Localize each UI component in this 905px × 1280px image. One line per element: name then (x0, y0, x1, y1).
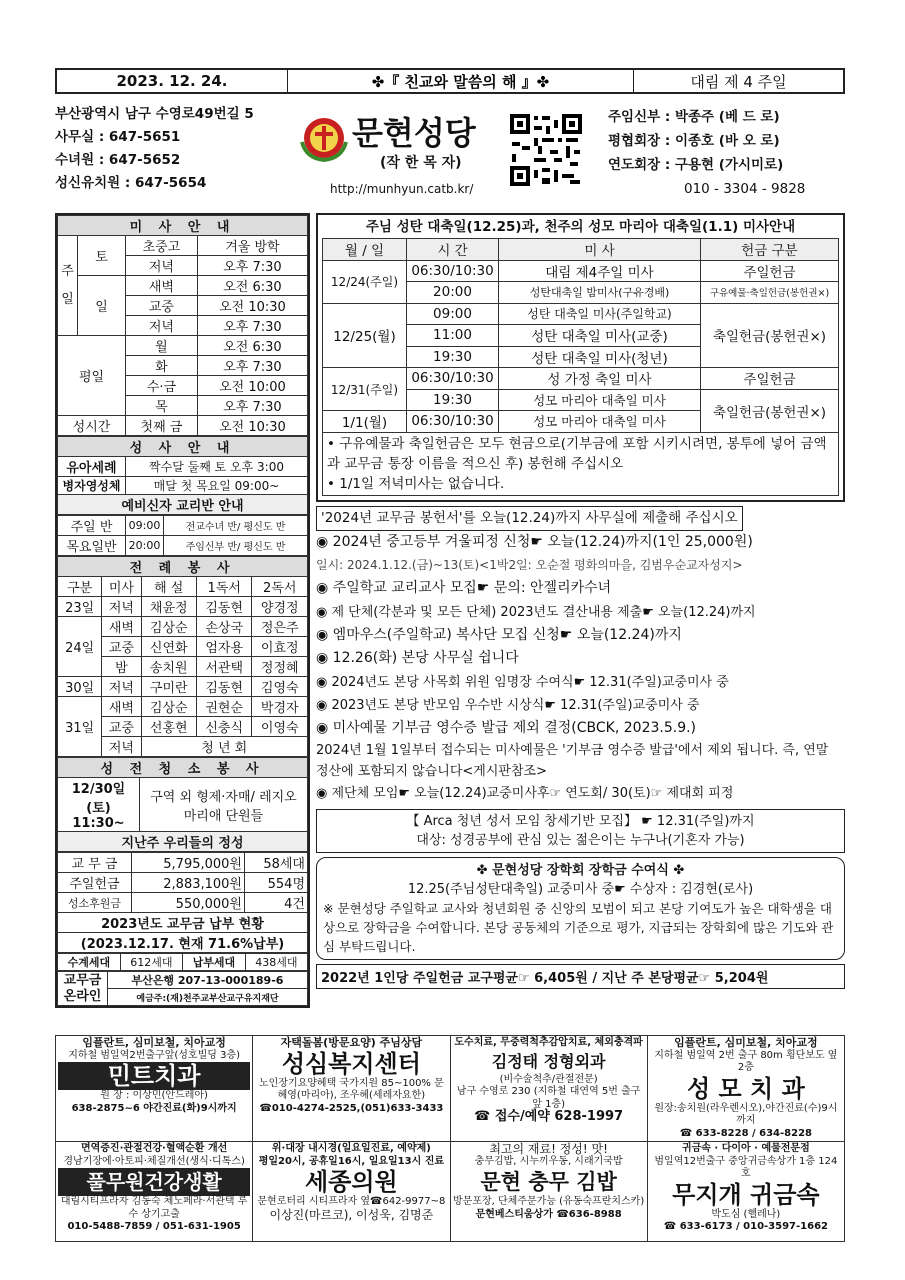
pastor: 주임신부 : 박종주 (베 드 로) (608, 109, 780, 125)
liturgy-commentator: 채윤정 (141, 597, 196, 617)
ad-phone: 010-5488-7859 / 051-631-1905 (67, 1221, 241, 1232)
liturgy-mass: 교중 (102, 637, 141, 657)
offering-label: 주일헌금 (58, 873, 132, 893)
ad-phone: ☎ 633-6173 / 010-3597-1662 (663, 1221, 828, 1232)
notice-item: ◉ 2024년 중고등부 겨울피정 신청☛ 오늘(12.24)까지(1인 25,000원) (316, 533, 753, 550)
dues-label: 납부세대 (182, 954, 245, 971)
schedule-offering: 구유예물·축일헌금(봉헌권×) (701, 282, 839, 304)
header-date: 2023. 12. 24. (116, 72, 228, 90)
account-label: 교무금 온라인 (58, 972, 108, 1006)
schedule-head: 헌금 구분 (701, 239, 839, 261)
catechu-title: 예비신자 교리반 안내 (58, 495, 308, 515)
offering-count: 554명 (245, 873, 308, 893)
scholarship-desc: ※ 문현성당 주일학교 교사와 청년회원 중 신앙의 모범이 되고 본당 기여도가 높은 대학생을 대상으로 장학금을 수여합니다. 본당 공동체의 기준으로 평가, 지급되는 장학회에 많은 기도와 관심 부탁드립니다. (323, 900, 834, 954)
schedule-box (316, 213, 845, 502)
liturgy-mass: 교중 (102, 717, 141, 737)
liturgy-mass: 저녁 (102, 737, 141, 757)
mass-time: 오전 6:30 (197, 336, 307, 356)
catechu-class: 주일 반 (58, 516, 126, 536)
ad-sejong-clinic[interactable] (253, 1142, 450, 1242)
offering-amount: 2,883,100원 (132, 873, 245, 893)
ad-seongmo-dental[interactable] (647, 1036, 844, 1142)
liturgy-table (57, 556, 308, 757)
offering-label: 성소후원금 (58, 893, 132, 913)
schedule-time: 06:30/10:30 (407, 411, 499, 433)
schedule-date: 12/31(주일) (323, 368, 407, 411)
liturgy-reader2: 김영숙 (252, 677, 308, 697)
schedule-notes (322, 433, 839, 496)
left-panel (55, 213, 310, 1008)
mass-label-sunday: 주일 (58, 236, 78, 336)
mass-slot: 수·금 (126, 376, 198, 396)
ad-doctors: 이상진(마르코), 이성욱, 김명준 (269, 1207, 434, 1222)
scholarship-recipient: 12.25(주님성탄대축일) 교중미사 중☛ 수상자 : 김경현(로사) (407, 881, 754, 897)
office-phone: 사무실 : 647-5651 (55, 129, 181, 145)
offering-table (57, 852, 308, 953)
schedule-date: 1/1(월) (323, 411, 407, 433)
schedule-mass: 대림 제4주일 미사 (499, 260, 701, 282)
liturgy-commentator: 선홍현 (141, 717, 196, 737)
liturgy-head: 해 설 (141, 577, 196, 597)
ad-tagline: 자택돌봄(방문요양) 주님상담 (280, 1036, 423, 1049)
convent-phone: 수녀원 : 647-5652 (55, 152, 181, 168)
offering-title: 지난주 우리들의 정성 (58, 832, 308, 852)
ad-brand: 문현 충무 김밥 (480, 1170, 617, 1194)
mass-day: 토 (78, 236, 126, 276)
notice-item: ◉ 12.26(화) 본당 사무실 쉽니다 (316, 650, 519, 667)
ad-tagline: 위·대장 내시경(일요일진료, 예약제) (271, 1143, 431, 1154)
liturgy-date: 31일 (58, 697, 102, 757)
ad-phone: ☎ 접수/예약 628-1997 (474, 1109, 624, 1124)
schedule-date: 12/25(월) (323, 303, 407, 368)
ad-tagline: 최고의 재료! 정성! 맛! (489, 1142, 608, 1156)
liturgy-commentator: 신연화 (141, 637, 196, 657)
liturgy-date: 23일 (58, 597, 102, 617)
schedule-time: 19:30 (407, 389, 499, 411)
ad-brand: 김정태 정형외과 (491, 1051, 606, 1071)
mass-time: 오후 7:30 (197, 316, 307, 336)
mass-slot: 저녁 (126, 316, 198, 336)
catechu-class: 목요일반 (58, 536, 126, 556)
header-bar (55, 68, 845, 94)
mass-day: 일 (78, 276, 126, 336)
mass-time: 오후 7:30 (197, 396, 307, 416)
schedule-mass: 성탄대축일 밤미사(구유경배) (499, 282, 701, 304)
notice-item: '2024년 교무금 봉헌서'를 오늘(12.24)까지 사무실에 제출해 주십시오 (316, 506, 743, 531)
schedule-date: 12/24(주일) (323, 260, 407, 303)
schedule-note: • 1/1일 저녁미사는 없습니다. (327, 475, 505, 492)
ad-phone: ☎010-4274-2525,(051)633-3433 (259, 1102, 444, 1114)
kinder-phone: 성신유치원 : 647-5654 (55, 175, 207, 191)
liturgy-mass: 저녁 (102, 677, 141, 697)
ads-table (55, 1035, 845, 1242)
mass-slot: 화 (126, 356, 198, 376)
notice-item: ◉ 미사예물 기부금 영수증 발급 제외 결정(CBCK, 2023.5.9.) (316, 720, 697, 737)
scholarship-title: ✤ 문현성당 장학회 장학금 수여식 ✤ (476, 862, 685, 878)
mass-slot: 교중 (126, 296, 198, 316)
notice-item: 일시: 2024.1.12.(금)~13(토)<1박2일: 오순절 평화의마을, 김범우순교자성지> (316, 558, 743, 573)
cleaning-title: 성 전 청 소 봉 사 (58, 758, 308, 778)
ad-orthopedics[interactable] (450, 1036, 647, 1142)
mass-slot: 목 (126, 396, 198, 416)
liturgy-reader2: 이영숙 (252, 717, 308, 737)
liturgy-head: 구분 (58, 577, 102, 597)
schedule-time: 11:00 (407, 325, 499, 347)
ad-detail: 원 장 : 이상민(안드레아) (100, 1090, 208, 1101)
ad-detail: 대림시티프라자 김동숙 체노페라·서관택 루수 상기고출 (60, 1196, 248, 1220)
baptism-label: 유아세례 (58, 457, 126, 477)
parish-name: 문현성당 (352, 114, 476, 152)
schedule-mass: 성탄 대축일 미사(청년) (499, 346, 701, 368)
ad-detail: 박도심 (헬레나) (711, 1208, 781, 1220)
ad-welfare-center[interactable] (253, 1036, 450, 1142)
dues-label: 수계세대 (58, 954, 121, 971)
sacrament-title: 성 사 안 내 (58, 437, 308, 457)
ad-tagline: 도수치료, 무중력척추감압치료, 체외충격파 (454, 1037, 643, 1048)
ad-tagline: 임플란트, 심미보철, 치아교정 (674, 1036, 818, 1049)
mass-time: 오후 7:30 (197, 256, 307, 276)
ad-phone: 638-2875~6 야간진료(화)9시까지 (71, 1102, 237, 1114)
header-theme: ✤『 친교와 말씀의 해 』✤ (287, 70, 634, 92)
mass-label-weekday: 평일 (58, 336, 126, 416)
ad-detail: 방문포장, 단체주문가능 (유동숙프란치스카) (453, 1196, 645, 1207)
liturgy-mass: 새벽 (102, 617, 141, 637)
offering-count: 4건 (245, 893, 308, 913)
parish-url[interactable]: http://munhyun.catb.kr/ (330, 182, 474, 196)
liturgy-title: 전 례 봉 사 (58, 557, 308, 577)
notice-item: ◉ 엠마우스(주일학교) 복사단 모집 신청☛ 오늘(12.24)까지 (316, 626, 682, 643)
sacrament-table (57, 436, 308, 515)
dues-table (57, 953, 308, 971)
mass-slot: 새벽 (126, 276, 198, 296)
youth-target: 대상: 성경공부에 관심 있는 젊은이는 누구나(기혼자 가능) (416, 832, 745, 848)
youth-box (316, 809, 845, 853)
ad-detail: 노인장기요양혜택 국가지원 85~100% 문혜영(마리아), 조우혜(세레자요한) (258, 1077, 444, 1101)
ad-specialty: (비수술척추/관절전문) (499, 1073, 598, 1085)
ad-tagline: 귀금속 · 다이아 · 예물전문점 (681, 1143, 810, 1154)
schedule-mass: 성 가정 축일 미사 (499, 368, 701, 390)
mass-title: 미 사 안 내 (58, 216, 308, 236)
schedule-mass: 성모 마리아 대축일 미사 (499, 411, 701, 433)
ad-brand: 성 모 치 과 (686, 1074, 805, 1103)
address: 부산광역시 남구 수영로49번길 5 (55, 106, 254, 122)
notice-item: ◉ 제 단체(각분과 및 모든 단체) 2023년도 결산내용 제출☛ 오늘(12.24)까지 (316, 604, 756, 620)
schedule-mass: 성탄 대축일 미사(주일학교) (499, 303, 701, 325)
holyhour-label: 성시간 (58, 416, 126, 436)
notice-item: ◉ 2023년도 본당 반모임 우수반 시상식☛ 12.31(주일)교중미사 중 (316, 697, 700, 713)
parish-logo (298, 112, 350, 168)
schedule-time: 06:30/10:30 (407, 260, 499, 282)
ad-phone: ☎ 633-8228 / 634-8228 (679, 1127, 812, 1139)
liturgy-date: 30일 (58, 677, 102, 697)
notice-list (316, 506, 845, 806)
clergy-info (608, 105, 805, 201)
mass-slot: 저녁 (126, 256, 198, 276)
liturgy-reader1: 권현순 (196, 697, 251, 717)
ad-brand: 무지개 귀금속 (672, 1180, 820, 1209)
liturgy-commentator: 김상순 (141, 617, 196, 637)
baptism-info: 짝수달 둘째 토 오후 3:00 (126, 457, 308, 477)
ad-kimbap[interactable] (450, 1142, 647, 1242)
cleaning-who: 구역 외 형제·자매/ 레지오 마리애 단원들 (140, 778, 308, 832)
notice-item: ◉ 2024년도 본당 사목회 위원 임명장 수여식☛ 12.31(주일)교중미사 중 (316, 674, 729, 690)
offering-average: 2022년 1인당 주일헌금 교구평균☞ 6,405원 / 지난 주 본당평균☞ 5,204원 (316, 964, 845, 989)
ad-phone: 문현베스티움상가 ☎636-8988 (475, 1208, 622, 1220)
sick-info: 매달 첫 목요일 09:00~ (126, 477, 308, 495)
ad-hours: 평일20시, 공휴일16시, 일요일13시 진료 (258, 1155, 445, 1167)
parish-contacts (55, 103, 254, 195)
ad-brand: 세종의원 (305, 1168, 398, 1196)
senior-president: 연도회장 : 구용현 (가시미로) (608, 157, 784, 173)
ad-brand: 성심복지센터 (281, 1049, 421, 1078)
ad-location: 지하철 범일역 2번 출구 80m 횡단보도 옆 2층 (654, 1049, 838, 1073)
schedule-note: • 구유예물과 축일헌금은 모두 현금으로(기부금에 포함 시키시려면, 봉투에 넣어 금액과 교무금 통장 이름을 적으신 후) 봉헌해 주십시오 (327, 435, 827, 472)
notice-item: ◉ 주일학교 교리교사 모집☛ 문의: 안젤리카수녀 (316, 580, 612, 597)
mass-time: 오전 10:00 (197, 376, 307, 396)
offering-label: 교 무 금 (58, 853, 132, 873)
liturgy-reader2: 양경정 (252, 597, 308, 617)
qr-code-icon[interactable] (508, 112, 584, 188)
notice-item: 2024년 1월 1일부터 접수되는 미사예물은 '기부금 영수증 발급'에서 제외 됩니다. 즉, 연말 정산에 포함되지 않습니다<게시판참조> (316, 743, 829, 780)
account-holder: 예금주:(재)천주교부산교구유지재단 (108, 989, 308, 1006)
holyhour-time: 오전 10:30 (197, 416, 307, 436)
ad-menu: 충무김밥, 시누끼우동, 시래기국밥 (474, 1155, 623, 1167)
schedule-offering: 축일헌금(봉헌권×) (701, 389, 839, 432)
liturgy-youth: 청 년 회 (141, 737, 308, 757)
ad-pulmuone[interactable] (56, 1142, 253, 1242)
liturgy-head: 2독서 (252, 577, 308, 597)
catechu-teacher: 전교수녀 반/ 평신도 반 (164, 516, 308, 536)
ad-brand: 민트치과 (58, 1062, 250, 1090)
ad-detail: 문현로터리 시티프라자 옆☎642-9977~8 (257, 1196, 446, 1207)
liturgy-reader1: 서관택 (196, 657, 251, 677)
header-week: 대림 제 4 주일 (690, 72, 787, 91)
parish-subtitle: (작 한 목 자) (380, 155, 462, 171)
liturgy-commentator: 구미란 (141, 677, 196, 697)
cleaning-date: 12/30일(토) 11:30~ (58, 778, 140, 832)
schedule-offering: 축일헌금(봉헌권×) (701, 303, 839, 368)
ad-tagline: 임플란트, 심미보철, 치아교정 (82, 1036, 226, 1049)
mass-time: 오전 10:30 (197, 296, 307, 316)
mass-slot: 월 (126, 336, 198, 356)
offering-count: 58세대 (245, 853, 308, 873)
ad-mint-dental[interactable] (56, 1036, 253, 1142)
liturgy-mass: 새벽 (102, 697, 141, 717)
ad-tagline: 면역증진·관절건강·혈액순환 개선 (80, 1143, 228, 1154)
catechu-time: 20:00 (126, 536, 164, 556)
dues-value: 438세대 (245, 954, 307, 971)
sick-label: 병자영성체 (58, 477, 126, 495)
liturgy-reader1: 김동현 (196, 597, 251, 617)
schedule-mass: 성탄 대축일 미사(교중) (499, 325, 701, 347)
liturgy-mass: 밤 (102, 657, 141, 677)
ad-location: 범일역12번출구 중앙귀금속상가 1층 124호 (654, 1155, 838, 1179)
schedule-time: 09:00 (407, 303, 499, 325)
cleaning-table (57, 757, 308, 852)
schedule-mass: 성모 마리아 대축일 미사 (499, 389, 701, 411)
ad-jewelry[interactable] (647, 1142, 844, 1242)
liturgy-commentator: 김상순 (141, 697, 196, 717)
schedule-offering: 주일헌금 (701, 368, 839, 390)
contact-phone: 010 - 3304 - 9828 (684, 181, 806, 197)
liturgy-reader1: 손상국 (196, 617, 251, 637)
ad-subtitle: 경남기장에·아토피·체질개선(생식·디톡스) (63, 1155, 245, 1167)
mass-time: 겨울 방학 (197, 236, 307, 256)
schedule-title: 주님 성탄 대축일(12.25)과, 천주의 성모 마리아 대축일(1.1) 미사안내 (365, 219, 796, 235)
liturgy-reader1: 김동현 (196, 677, 251, 697)
ad-location: 지하철 범일역2번출구앞(성호빌딩 3층) (68, 1049, 241, 1061)
mass-slot: 초중고 (126, 236, 198, 256)
liturgy-reader2: 정은주 (252, 617, 308, 637)
dues-value: 612세대 (120, 954, 182, 971)
account-number: 부산은행 207-13-000189-6 (108, 972, 308, 989)
notice-item: ◉ 제단체 모임☛ 오늘(12.24)교중미사후☞ 연도회/ 30(토)☞ 제대회 피정 (316, 786, 734, 802)
dues-subtitle: (2023.12.17. 현재 71.6%납부) (58, 933, 308, 953)
liturgy-commentator: 송치원 (141, 657, 196, 677)
liturgy-reader2: 정정혜 (252, 657, 308, 677)
schedule-time: 06:30/10:30 (407, 368, 499, 390)
catechu-teacher: 주임신부 반/ 평신도 반 (164, 536, 308, 556)
schedule-head: 시 간 (407, 239, 499, 261)
right-panel (316, 213, 845, 989)
liturgy-head: 미사 (102, 577, 141, 597)
holyhour-day: 첫째 금 (126, 416, 198, 436)
catechu-table (57, 515, 308, 556)
mass-table (57, 215, 308, 436)
mass-time: 오전 6:30 (197, 276, 307, 296)
ad-detail: 남구 수영로 230 (지하철 대연역 5번 출구 앞 1층) (456, 1086, 641, 1110)
ad-brand: 풀무원건강생활 (58, 1168, 250, 1196)
youth-title: 【 Arca 청년 성서 모임 창세기반 모집】 ☛ 12.31(주일)까지 (406, 813, 755, 829)
liturgy-reader2: 박경자 (252, 697, 308, 717)
schedule-time: 20:00 (407, 282, 499, 304)
schedule-time: 19:30 (407, 346, 499, 368)
liturgy-date: 24일 (58, 617, 102, 677)
schedule-table (322, 238, 839, 433)
schedule-head: 미 사 (499, 239, 701, 261)
schedule-head: 월 / 일 (323, 239, 407, 261)
scholarship-box (316, 857, 845, 960)
emblem-icon (298, 112, 350, 164)
account-table (57, 971, 308, 1006)
liturgy-reader1: 신충식 (196, 717, 251, 737)
liturgy-head: 1독서 (196, 577, 251, 597)
liturgy-mass: 저녁 (102, 597, 141, 617)
offering-amount: 550,000원 (132, 893, 245, 913)
schedule-offering: 주일헌금 (701, 260, 839, 282)
liturgy-reader1: 엄자용 (196, 637, 251, 657)
liturgy-reader2: 이효정 (252, 637, 308, 657)
offering-amount: 5,795,000원 (132, 853, 245, 873)
catechu-time: 09:00 (126, 516, 164, 536)
mass-time: 오후 7:30 (197, 356, 307, 376)
ad-detail: 원장:송치원(라우렌시오),야간진료(수)9시까지 (654, 1102, 838, 1126)
dues-title: 2023년도 교무금 납부 현황 (58, 913, 308, 933)
council-president: 평협회장 : 이종호 (바 오 로) (608, 133, 780, 149)
